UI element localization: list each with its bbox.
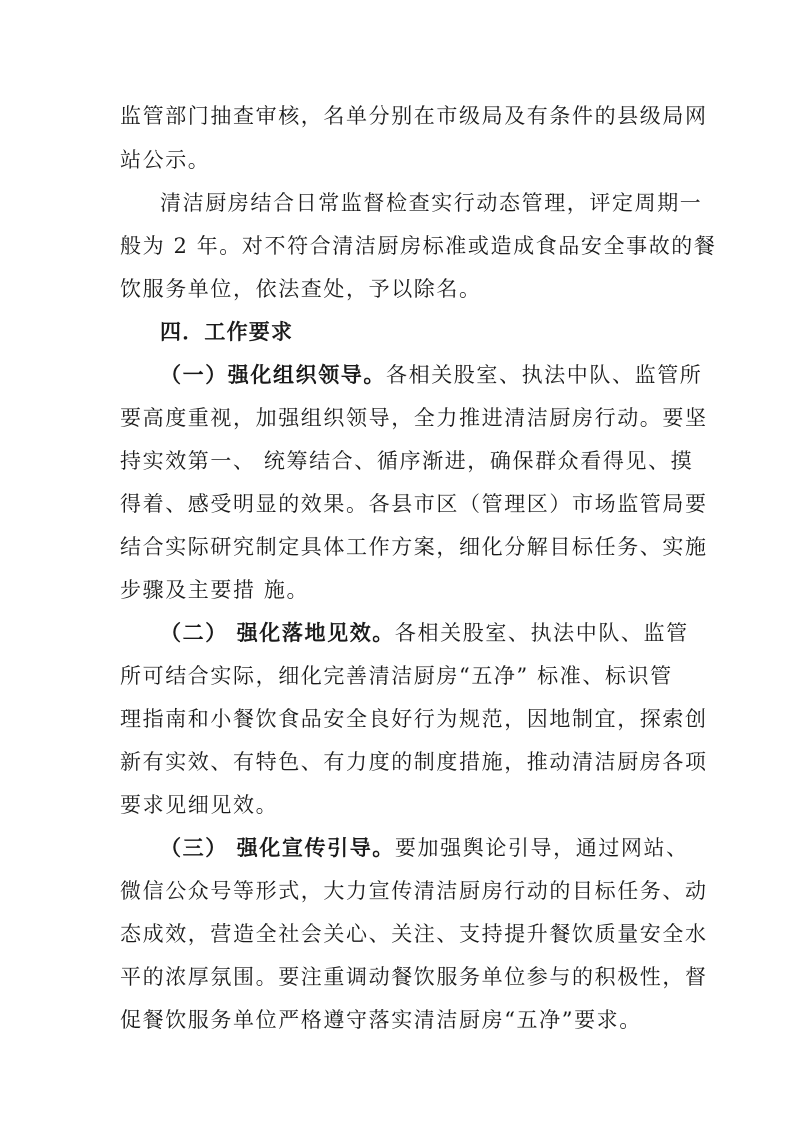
paragraph-line: 持实效第一、 统筹结合、循序渐进，确保群众看得见、摸 bbox=[120, 449, 694, 473]
paragraph-line: 新有实效、有特色、有力度的制度措施，推动清洁厨房各项 bbox=[120, 750, 708, 774]
paragraph-line: 理指南和小餐饮食品安全良好行为规范，因地制宜，探索创 bbox=[120, 707, 708, 731]
paragraph-line: 监管部门抽查审核，名单分别在市级局及有条件的县级局网 bbox=[120, 104, 708, 128]
paragraph-text: 各相关股室、执法中队、监管 bbox=[394, 621, 689, 645]
paragraph-text: 要加强舆论引导，通过网站、 bbox=[394, 836, 689, 860]
subheading-lead: （一）强化组织领导。 bbox=[160, 363, 386, 387]
paragraph-line: 步骤及主要措 施。 bbox=[120, 578, 310, 602]
paragraph-line: 微信公众号等形式，大力宣传清洁厨房行动的目标任务、动 bbox=[120, 879, 708, 903]
paragraph-line: 平的浓厚氛围。要注重调动餐饮服务单位参与的积极性，督 bbox=[120, 965, 708, 989]
section-heading: 四．工作要求 bbox=[160, 320, 294, 344]
paragraph-line: 促餐饮服务单位严格遵守落实清洁厨房“五净”要求。 bbox=[120, 1008, 642, 1032]
paragraph-line: 得着、感受明显的效果。各县市区（管理区）市场监管局要 bbox=[120, 492, 708, 516]
paragraph-line: 般为 2 年。对不符合清洁厨房标准或造成食品安全事故的餐 bbox=[120, 234, 717, 258]
paragraph-text: 各相关股室、执法中队、监管所 bbox=[386, 363, 703, 387]
subheading-lead: （三） 强化宣传引导。 bbox=[160, 836, 395, 860]
paragraph-line: 清洁厨房结合日常监督检查实行动态管理，评定周期一 bbox=[160, 191, 703, 215]
paragraph-line: 结合实际研究制定具体工作方案，细化分解目标任务、实施 bbox=[120, 535, 708, 559]
paragraph-line: 所可结合实际，细化完善清洁厨房“五净” 标准、标识管 bbox=[120, 664, 673, 688]
paragraph-line bbox=[160, 363, 702, 387]
paragraph-line: 态成效，营造全社会关心、关注、支持提升餐饮质量安全水 bbox=[120, 922, 708, 946]
paragraph-line: 要高度重视，加强组织领导，全力推进清洁厨房行动。要坚 bbox=[120, 406, 708, 430]
paragraph-line bbox=[160, 621, 689, 645]
paragraph-line bbox=[160, 836, 689, 860]
subheading-lead: （二） 强化落地见效。 bbox=[160, 621, 395, 645]
paragraph-line: 要求见细见效。 bbox=[120, 793, 279, 817]
paragraph-line: 饮服务单位，依法查处，予以除名。 bbox=[120, 277, 482, 301]
paragraph-line: 站公示。 bbox=[120, 148, 211, 172]
